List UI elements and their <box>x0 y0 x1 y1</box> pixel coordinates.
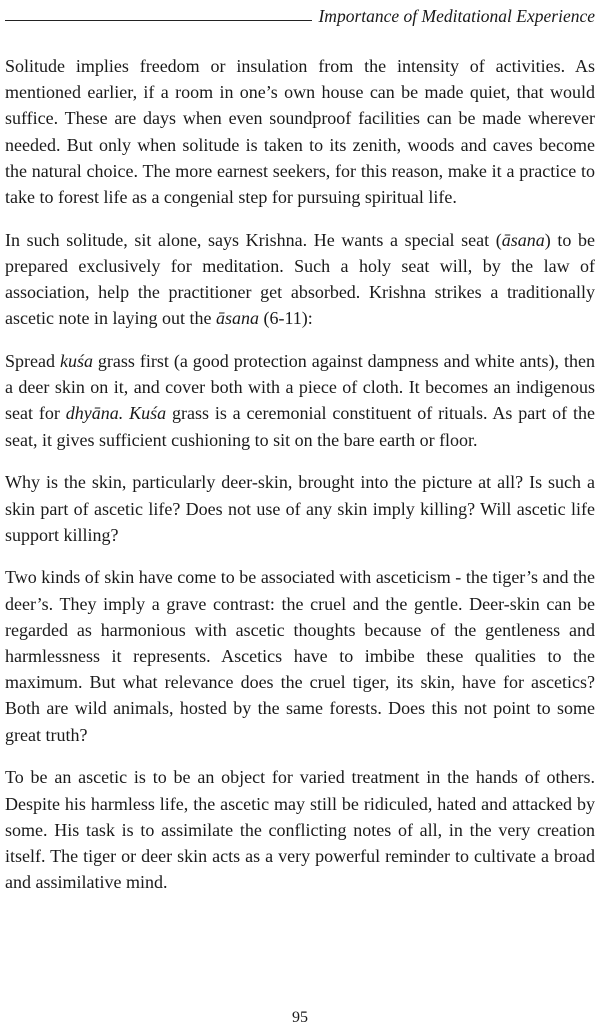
paragraph <box>5 53 595 210</box>
text-run: ) to be prepared exclusively for meditation. Such a holy seat will, by the law of association, help the practitioner get absorbed. Krishna strikes a traditionally ascetic note in laying out the <box>5 229 595 329</box>
paragraph <box>5 348 595 453</box>
italic-term: Kuśa <box>129 403 167 424</box>
running-title: Importance of Meditational Experience <box>318 6 595 26</box>
text-run: grass is a ceremonial constituent of rituals. As part of the seat, it gives sufficient cushioning to sit on the bare earth or floor. <box>5 403 595 450</box>
paragraph <box>5 469 595 548</box>
text-run: To be an ascetic is to be an object for varied treatment in the hands of others. Despite his harmless life, the ascetic may still be ridiculed, hated and attacked by some. His task is to assimilate the conflicting notes of all, in the very creation itself. The tiger or deer skin acts as a very powerful reminder to cultivate a broad and assimilative mind. <box>5 767 595 893</box>
text-run: Spread <box>5 351 60 372</box>
page-number: 95 <box>292 1009 308 1026</box>
paragraph <box>5 227 595 332</box>
text-run: In such solitude, sit alone, says Krishna. He wants a special seat ( <box>5 229 502 250</box>
text-run: Why is the skin, particularly deer-skin, brought into the picture at all? Is such a skin part of ascetic life? Does not use of any skin imply killing? Will ascetic life support killing? <box>5 472 595 545</box>
italic-term: dhyāna. <box>65 403 124 424</box>
paragraph <box>5 764 595 895</box>
text-run: Two kinds of skin have come to be associated with asceticism - the tiger’s and the deer’s. They imply a grave contrast: the cruel and the gentle. Deer-skin can be regarded as harmonious with ascetic thoughts because of the gentleness and harmlessness it represents. Ascetics have to imbibe these qualities to the maximum. But what relevance does the cruel tiger, its skin, have for ascetics? Both are wild animals, hosted by the same forests. Does this not point to some great truth? <box>5 567 595 745</box>
italic-term: kuśa <box>59 351 93 372</box>
italic-term: āsana <box>215 308 259 329</box>
text-run: (6-11): <box>258 308 313 329</box>
text-run: grass first (a good protection against dampness and white ants), then a deer skin on it, and cover both with a piece of cloth. It becomes an indigenous seat for <box>5 351 595 424</box>
text-run: Solitude implies freedom or insulation from the intensity of activities. As mentioned earlier, if a room in one’s own house can be made quiet, that would suffice. These are days when even soundproof facilities can be made wherever needed. But only when solitude is taken to its zenith, woods and caves become the natural choice. The more earnest seekers, for this reason, make it a practice to take to forest life as a congenial step for pursuing spiritual life. <box>5 56 595 208</box>
header-rule <box>5 20 312 21</box>
paragraph <box>5 564 595 747</box>
running-header <box>5 3 595 27</box>
body-text <box>5 53 595 912</box>
italic-term: āsana <box>501 229 545 250</box>
